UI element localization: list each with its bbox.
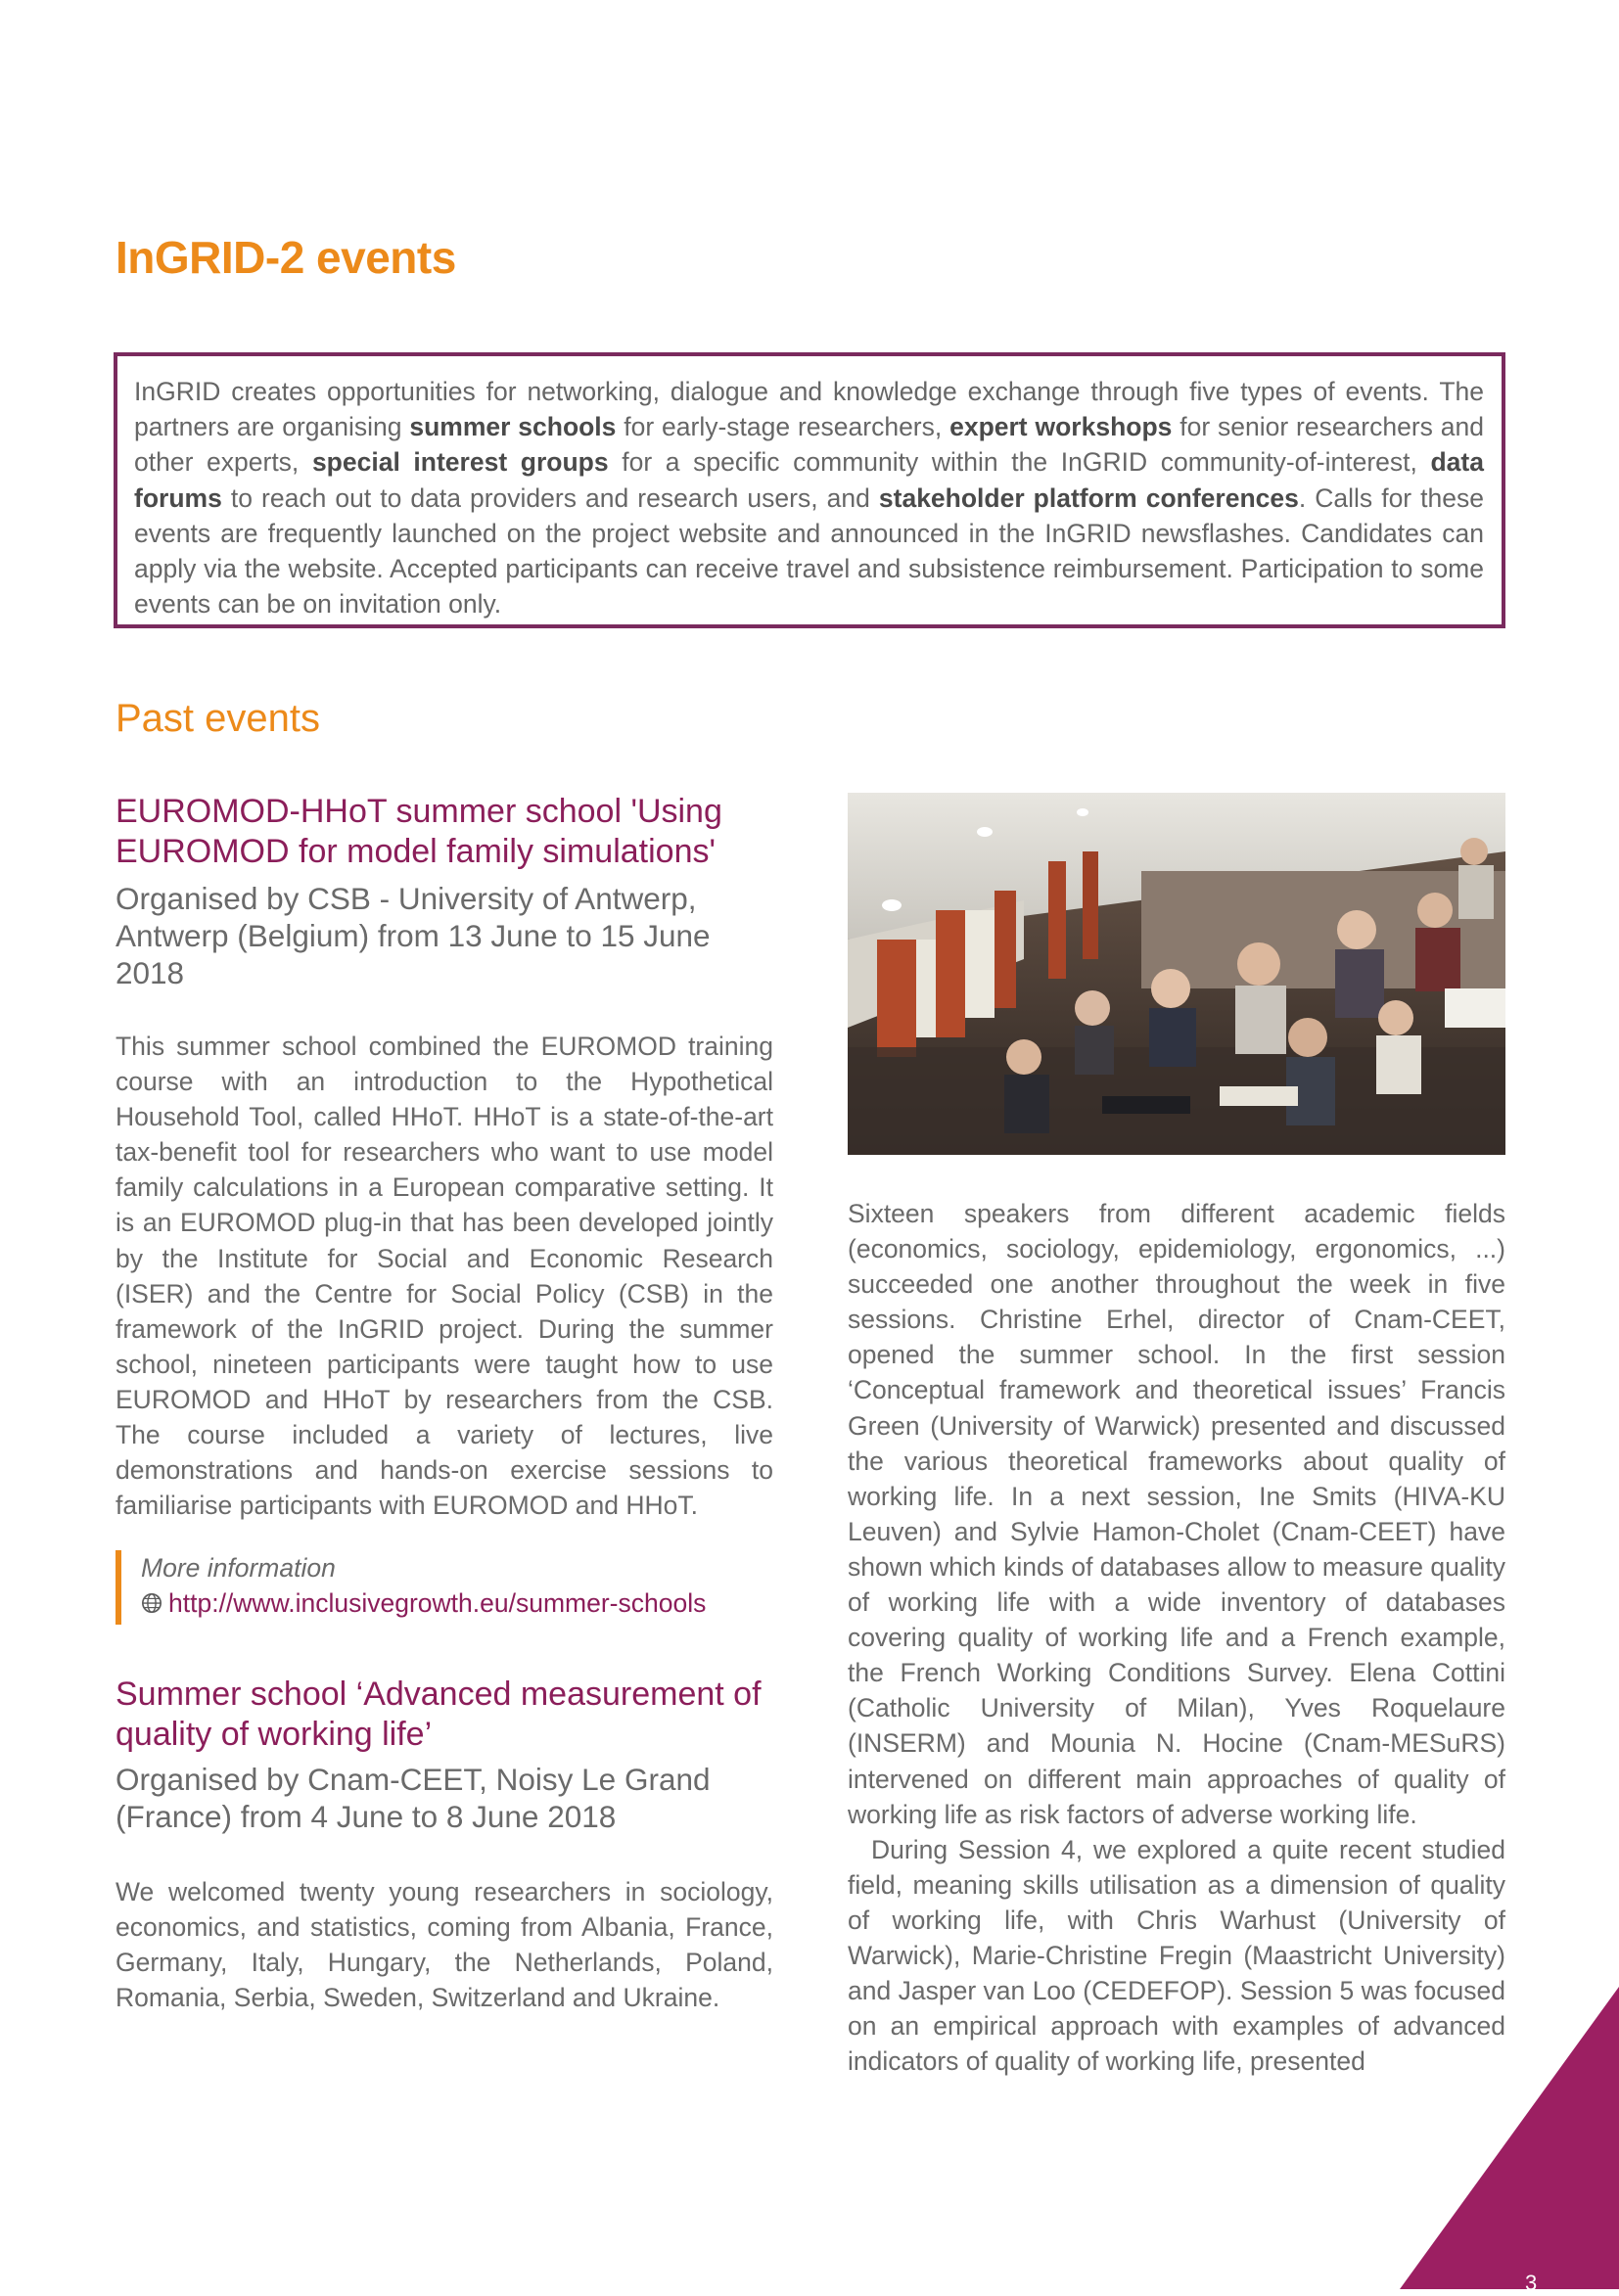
- corner-triangle-decoration: [1400, 1987, 1619, 2289]
- intro-bold-data-forums: data forums: [134, 447, 1484, 513]
- intro-text: for a specific community within the InGRID community-of-interest,: [608, 447, 1431, 478]
- event1-title: EUROMOD-HHoT summer school 'Using EUROMOD for model family simulations': [116, 793, 722, 870]
- event1-body: [116, 1029, 773, 1523]
- intro-bold-summer-schools: summer schools: [409, 412, 617, 442]
- more-information-label: More information: [141, 1553, 336, 1583]
- event2-subtitle: Organised by Cnam-CEET, Noisy Le Grand (France) from 4 June to 8 June 2018: [116, 1762, 711, 1834]
- event2-right-paragraph-1: Sixteen speakers from different academic fields (economics, sociology, epidemiology, ergonomics, ...) succeeded one another throughout the week in five sessions. Christine Erhel, director of Cnam-CEET, opened the summer school. In the first session ‘Conceptual framework and theoretical issues’ Francis Green (University of Warwick) presented and discussed the various theoretical frameworks about quality of working life. In a next session, Ine Smits (HIVA-KU Leuven) and Sylvie Hamon-Cholet (Cnam-CEET) have shown which kinds of databases allow to measure quality of working life with a wide inventory of databases covering quality of working life and a French example, the French Working Conditions Survey. Elena Cottini (Catholic University of Milan), Yves Roquelaure (INSERM) and Mounia N. Hocine (Cnam-MESuRS) intervened on different main approaches of quality of working life as risk factors of adverse working life.: [848, 1199, 1505, 1829]
- section-title-past-events: Past events: [116, 697, 321, 740]
- intro-bold-stakeholder-conferences: stakeholder platform conferences: [878, 482, 1299, 513]
- more-information-link-row: [141, 1585, 706, 1621]
- event2-body: [116, 1874, 773, 2015]
- page-title: InGRID-2 events: [116, 232, 456, 283]
- summer-schools-link[interactable]: http://www.inclusivegrowth.eu/summer-schools: [168, 1588, 707, 1618]
- event1-subtitle: Organised by CSB - University of Antwerp, Antwerp (Belgium) from 13 June to 15 June 2018: [116, 881, 711, 990]
- classroom-photo-illustration: [848, 793, 1505, 1155]
- event1-body-text: This summer school combined the EUROMOD training course with an introduction to the Hypothetical Household Tool, called HHoT. HHoT is a state-of-the-art tax-benefit tool for researchers who want to use model family calculations in a European comparative setting. It is an EUROMOD plug-in that has been developed jointly by the Institute for Social and Economic Research (ISER) and the Centre for Social Policy (CSB) in the framework of the InGRID project. During the summer school, nineteen participants were taught how to use EUROMOD and HHoT by researchers from the CSB. The course included a variety of lectures, live demonstrations and hands-on exercise sessions to familiarise participants with EUROMOD and HHoT.: [116, 1032, 773, 1521]
- intro-box: [114, 352, 1505, 628]
- intro-text: for early-stage researchers,: [616, 412, 950, 442]
- event2-title: Summer school ‘Advanced measurement of quality of working life’: [116, 1676, 762, 1753]
- intro-text: . Calls for these events are frequently launched on the project website and announced in the InGRID newsflashes. Candidates can apply via the website. Accepted participants can receive travel and subsistence reimbursement. Participation to some events can be on invitation only.: [134, 482, 1485, 620]
- intro-text: for senior researchers and other experts,: [134, 412, 1484, 478]
- event2-right-paragraph-2: During Session 4, we explored a quite recent studied field, meaning skills utilisation as a dimension of quality of working life, with Chris Warhust (University of Warwick), Marie-Christine Fregin (Maastricht University) and Jasper van Loo (CEDEFOP). Session 5 was focused on an empirical approach with examples of advanced indicators of quality of working life, presented: [848, 1834, 1505, 2077]
- globe-icon: [141, 1592, 162, 1614]
- event2-right-column: [848, 1196, 1505, 2079]
- intro-bold-expert-workshops: expert workshops: [949, 412, 1173, 442]
- intro-text: to reach out to data providers and research users, and: [221, 482, 879, 513]
- event2-body-text: We welcomed twenty young researchers in sociology, economics, and statistics, coming from Albania, France, Germany, Italy, Hungary, the Netherlands, Poland, Romania, Serbia, Sweden, Switzerland and Ukraine.: [116, 1877, 773, 2013]
- intro-text: InGRID creates opportunities for networking, dialogue and knowledge exchange through five types of events. The partners are organising: [134, 377, 1484, 442]
- page-number: 3: [1525, 2271, 1538, 2295]
- summer-school-photo: [848, 793, 1505, 1155]
- more-information-box: [116, 1550, 706, 1625]
- intro-bold-special-interest-groups: special interest groups: [311, 447, 609, 478]
